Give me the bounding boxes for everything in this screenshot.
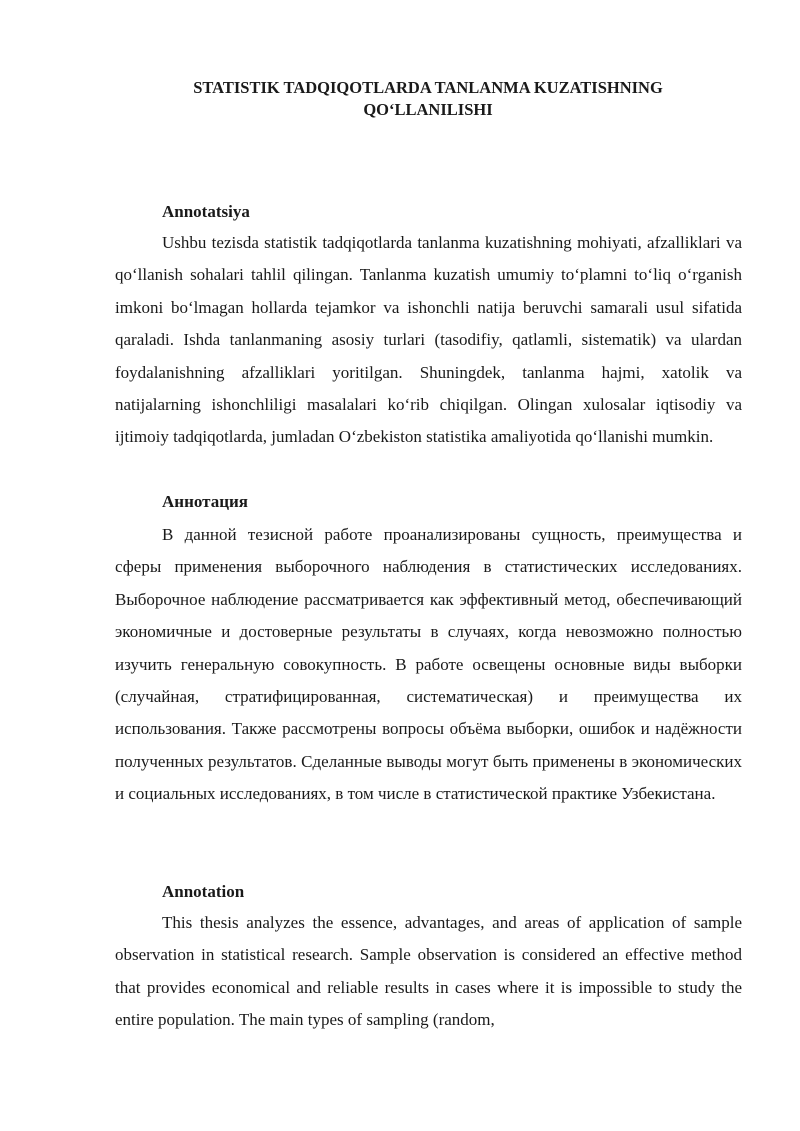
- heading-annotaciya: Аннотация: [162, 492, 248, 511]
- heading-annotatsiya: Annotatsiya: [162, 202, 250, 221]
- paragraph-annotation: This thesis analyzes the essence, advantages, and areas of application of sample observation in statistical research. Sample observation is considered an effective method that provides economical and reliable results in cases where it is impossible to study the entire population. The main types of sampling (random,: [115, 913, 742, 1030]
- paragraph-annotatsiya: Ushbu tezisda statistik tadqiqotlarda tanlanma kuzatishning mohiyati, afzalliklari va qo‘llanish sohalari tahlil qilingan. Tanlanma kuzatish umumiy to‘plamni to‘liq o‘rganish imkoni bo‘lmagan hollarda tejamkor va ishonchli natija beruvchi samarali usul sifatida qaraladi. Ishda tanlanmaning asosiy turlari (tasodifiy, qatlamli, sistematik) va ulardan foydalanishning afzalliklari yoritilgan. Shuningdek, tanlanma hajmi, xatolik va natijalarning ishonchliligi masalalari ko‘rib chiqilgan. Olingan xulosalar iqtisodiy va ijtimoiy tadqiqotlarda, jumladan O‘zbekiston statistika amaliyotida qo‘llanishi mumkin.: [115, 233, 742, 447]
- title-line-2: QO‘LLANILISHI: [363, 100, 493, 119]
- heading-annotation: Annotation: [162, 882, 245, 901]
- paragraph-annotaciya: В данной тезисной работе проанализированы сущность, преимущества и сферы применения выборочного наблюдения в статистических исследованиях. Выборочное наблюдение рассматривается как эффективный метод, обеспечивающий экономичные и достоверные результаты в случаях, когда невозможно полностью изучить генеральную совокупность. В работе освещены основные виды выборки (случайная, стратифицированная, систематическая) и преимущества их использования. Также рассмотрены вопросы объёма выборки, ошибок и надёжности полученных результатов. Сделанные выводы могут быть применены в экономических и социальных исследованиях, в том числе в статистической практике Узбекистана.: [115, 525, 742, 804]
- title-line-1: STATISTIK TADQIQOTLARDA TANLANMA KUZATISHNING: [193, 78, 663, 97]
- page-title: [100, 77, 756, 121]
